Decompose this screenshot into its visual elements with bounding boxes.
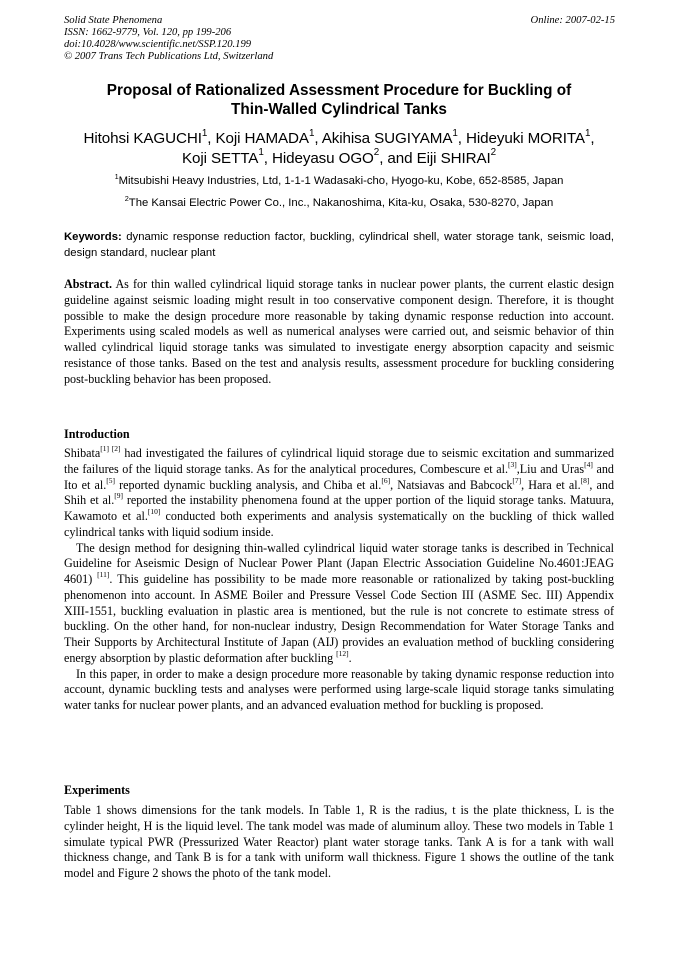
citation-ref: [7] (512, 475, 522, 485)
text-run: . This guideline has possibility to be made more reasonable or rationalized by taking post-buckling phenomenon into account. In ASME Boiler and Pressure Vessel Code Section III (ASME Sec. III) Appendix XIII-1551, buckling evaluation in plastic area is mentioned, but the rule is not concrete to estimate stress of buckling. On the other hand, for non-nuclear industry, Design Recommendation for Water Storage Tanks and Their Supports by Architectural Institute of Japan (AIJ) provides an evaluation method of buckling considering energy absorption by plastic deformation after buckling (64, 572, 614, 665)
issn-line: ISSN: 1662-9779, Vol. 120, pp 199-206 (64, 27, 232, 38)
abstract-label: Abstract. (64, 277, 113, 291)
citation-ref: [1] [2] (100, 444, 121, 454)
paper-title (64, 81, 614, 119)
citation-ref: [9] (114, 491, 124, 501)
author: Koji HAMADA$^1$, (215, 127, 322, 147)
keywords-label: Keywords: (64, 231, 122, 243)
author: Hideyasu OGO$^2$, and (272, 147, 417, 167)
citation-ref: [8] (580, 475, 590, 485)
experiments-paragraph-1: Table 1 shows dimensions for the tank models. In Table 1, R is the radius, t is the plate thickness, L is the cylinder height, H is the liquid level. The tank model was made of aluminum alloy. These two models in Table 1 simulate typical PWR (Pressurized Water Reactor) plant water storage tanks. Tank A is for a tank with wall thickness change, and Tank B is for a tank with uniform wall thickness. Figure 1 shows the outline of the tank model and Figure 2 shows the photo of the tank model. (64, 803, 614, 880)
text-run: , Natsiavas and Babcock (390, 477, 513, 492)
affiliation-1: $^1$Mitsubishi Heavy Industries, Ltd, 1-1-1 Wadasaki-cho, Hyogo-ku, Kobe, 652-8585, Japan (114, 171, 564, 187)
citation-ref: [11] (97, 570, 110, 580)
author-list (50, 129, 628, 168)
citation-ref: [5] (106, 475, 115, 485)
intro-paragraph-2 (64, 541, 614, 667)
author: Hitohsi KAGUCHI$^1$, (83, 127, 216, 147)
keywords (64, 230, 614, 261)
text-run: conducted both experiments and analysis systematically on the buckling of thick walled cylindrical tanks with liquid sodium inside. (64, 509, 614, 539)
text-run: had investigated the failures of cylindrical liquid storage due to seismic excitation and summarized the failures of the liquid storage tanks. As for the analytical procedures, Combescure et al. (64, 446, 614, 476)
intro-paragraph-1 (64, 446, 614, 541)
text-run: . (348, 650, 352, 665)
author: Koji SETTA$^1$, (181, 147, 272, 167)
text-run: The design method for designing thin-walled cylindrical liquid water storage tanks is described in Technical Guideline for Aseismic Design of Nuclear Power Plant (Japan Electric Association Guideline No.4601:JEAG 4601) (64, 540, 614, 586)
text-run: reported dynamic buckling analysis, and Chiba et al. (114, 477, 382, 492)
title-line-2: Thin-Walled Cylindrical Tanks (231, 101, 447, 118)
abstract-text: As for thin walled cylindrical liquid storage tanks in nuclear power plants, the current elastic design guideline against seismic loading might result in too conservative component design. Therefore, it is thought possible to make the design procedure more reasonable by taking dynamic response reduction into account. Experiments using scaled models as well as numerical analyses were carried out, and seismic behavior of thin walled cylindrical liquid storage tanks was simulated to investigate energy absorption capacity and seismic resistance of those tanks. Based on the test and analysis results, assessment procedure for buckling considering post-buckling behavior has been proposed. (64, 277, 615, 386)
text-run: , Hara et al. (521, 477, 581, 492)
citation-ref: [10] (147, 507, 161, 517)
author: Akihisa SUGIYAMA$^1$, (321, 127, 467, 147)
experiments-heading: Experiments (64, 783, 130, 797)
author: Hideyuki MORITA$^1$, (466, 127, 595, 147)
introduction-body (64, 446, 614, 714)
text-run: , and Shih et al. (64, 477, 615, 508)
journal-header (64, 15, 384, 63)
abstract (64, 277, 614, 387)
text-run: reported the instability phenomena found at the upper portion of the liquid storage tanks. Matuura, Kawamoto et al. (64, 493, 614, 523)
copyright-line: © 2007 Trans Tech Publications Ltd, Switzerland (64, 51, 274, 62)
intro-paragraph-3: In this paper, in order to make a design procedure more reasonable by taking dynamic response reduction into account, dynamic buckling tests and analyses were performed using large-scale liquid storage tanks simulating water tanks for nuclear power plants, and an advanced evaluation method for buckling is proposed. (64, 666, 614, 712)
text-run: Shibata (64, 446, 101, 460)
doi-line: doi:10.4028/www.scientific.net/SSP.120.199 (64, 39, 252, 50)
citation-ref: [4] (584, 459, 593, 469)
introduction-heading: Introduction (64, 427, 130, 441)
text-run: and Ito et al. (64, 461, 614, 492)
keywords-text: dynamic response reduction factor, buckling, cylindrical shell, water storage tank, seismic load, design standard, nuclear plant (64, 231, 614, 259)
citation-ref: [12] (336, 648, 349, 658)
online-date: Online: 2007-02-15 (530, 15, 615, 26)
citation-ref: [3] (508, 459, 517, 469)
text-run: ,Liu and Uras (516, 461, 585, 476)
experiments-body (64, 803, 614, 882)
title-line-1: Proposal of Rationalized Assessment Procedure for Buckling of (106, 82, 572, 99)
affiliation-2: $^2$The Kansai Electric Power Co., Inc., Nakanoshima, Kita-ku, Osaka, 530-8270, Japan (124, 193, 554, 209)
citation-ref: [6] (381, 475, 391, 485)
journal-name: Solid State Phenomena (64, 15, 163, 26)
author: Eiji SHIRAI$^2$ (416, 147, 497, 167)
